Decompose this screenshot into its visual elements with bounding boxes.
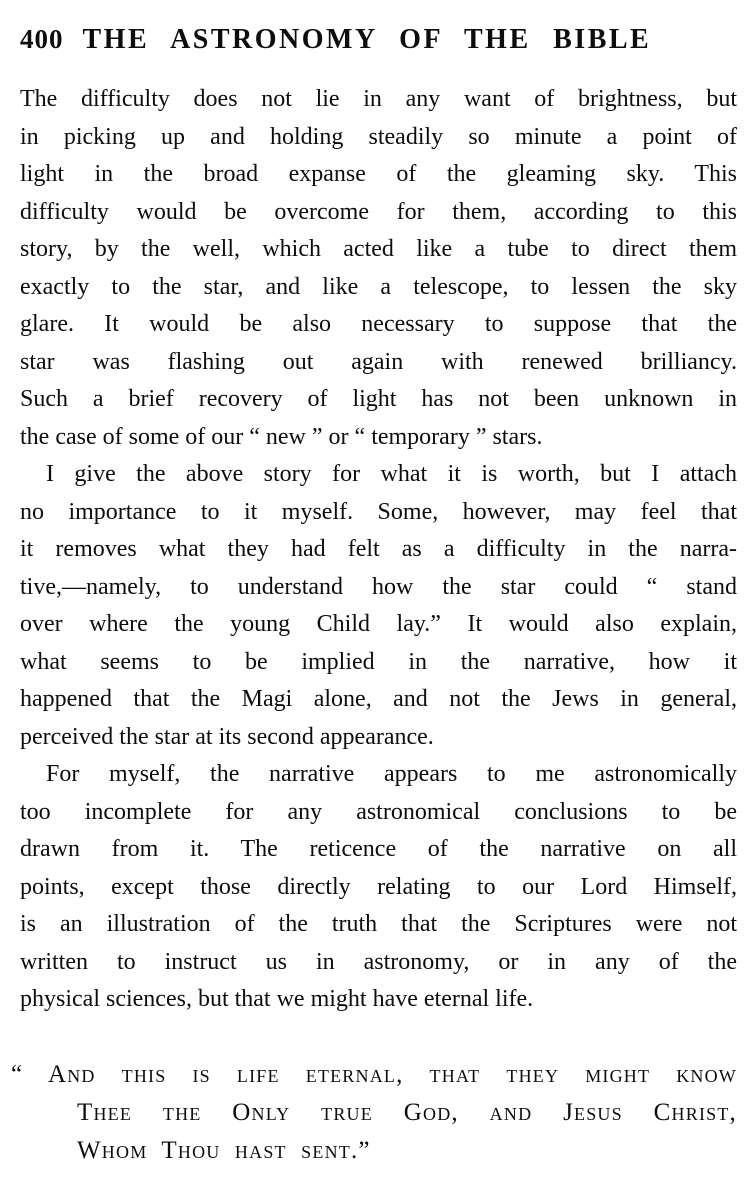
quote-line: “ And this is life eternal, that they might know [11, 1060, 737, 1088]
text-line: happened that the Magi alone, and not the Jews in general, [20, 686, 737, 712]
paragraph [20, 81, 737, 456]
text-line: light in the broad expanse of the gleaming sky. This [20, 161, 737, 187]
text-line: story, by the well, which acted like a tube to direct them [20, 236, 737, 262]
text-line: The difficulty does not lie in any want of brightness, but [20, 86, 737, 112]
page-number: 400 [20, 24, 64, 54]
scripture-quote [11, 1056, 737, 1170]
paragraph [20, 456, 737, 756]
text-line: too incomplete for any astronomical conclusions to be [20, 798, 737, 825]
text-line: in picking up and holding steadily so minute a point of [20, 123, 737, 150]
quote-line: Thee the Only true God, and Jesus Christ, [77, 1098, 737, 1126]
running-title: THE ASTRONOMY OF THE BIBLE [82, 24, 652, 55]
text-line: glare. It would be also necessary to suppose that the [20, 311, 737, 337]
text-line: star was flashing out again with renewed brilliancy. [20, 348, 737, 375]
text-line: the case of some of our “ new ” or “ temporary ” stars. [20, 423, 543, 450]
text-line: perceived the star at its second appearance. [20, 723, 434, 750]
paragraph [20, 756, 737, 1019]
text-line: drawn from it. The reticence of the narrative on all [20, 836, 737, 862]
text-line: I give the above story for what it is worth, but I attach [46, 461, 737, 487]
text-line: exactly to the star, and like a telescope, to lessen the sky [20, 273, 737, 300]
body-text [20, 81, 737, 1019]
text-line: no importance to it myself. Some, however, may feel that [20, 498, 737, 525]
text-line: over where the young Child lay.” It would also explain, [20, 611, 737, 637]
quote-line: Whom Thou hast sent.” [77, 1136, 371, 1164]
text-line: written to instruct us in astronomy, or in any of the [20, 948, 737, 975]
running-header [20, 24, 737, 56]
text-line: is an illustration of the truth that the Scriptures were not [20, 911, 737, 937]
text-line: difficulty would be overcome for them, according to this [20, 198, 737, 225]
text-line: Such a brief recovery of light has not been unknown in [20, 386, 737, 412]
text-line: it removes what they had felt as a difficulty in the narra- [20, 536, 737, 562]
text-line: For myself, the narrative appears to me astronomically [46, 761, 737, 787]
text-line: points, except those directly relating to our Lord Himself, [20, 873, 737, 900]
text-line: what seems to be implied in the narrative, how it [20, 648, 737, 675]
text-line: tive,—namely, to understand how the star could “ stand [20, 573, 737, 600]
text-line: physical sciences, but that we might have eternal life. [20, 986, 534, 1012]
